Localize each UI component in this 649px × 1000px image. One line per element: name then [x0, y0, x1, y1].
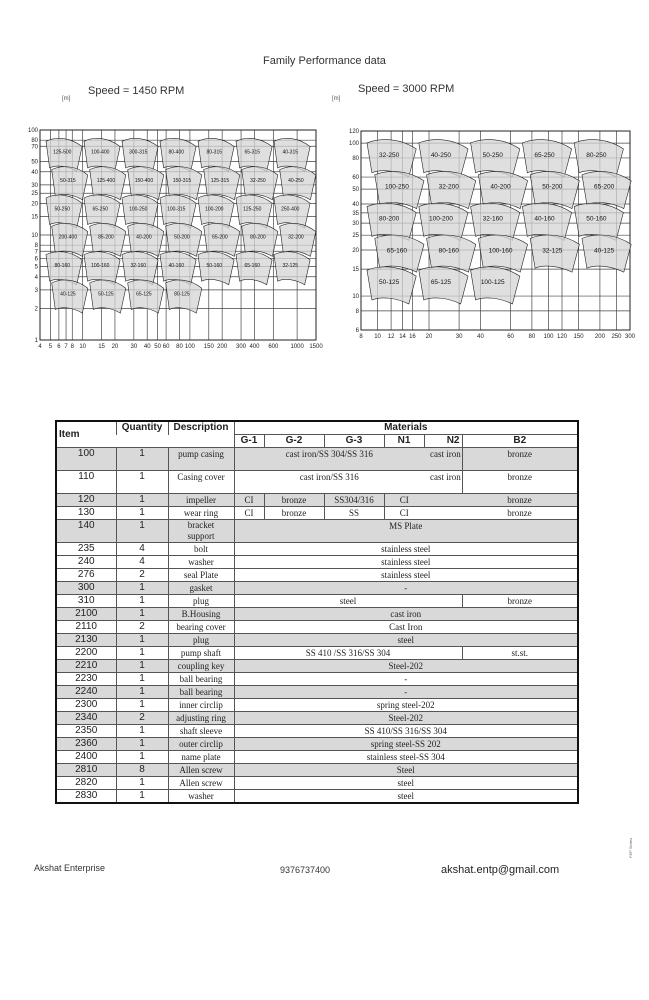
material-all: -	[234, 582, 578, 595]
curve-label: 65-125	[430, 279, 452, 287]
y-tick-label: 15	[31, 214, 38, 221]
x-tick-label: 20	[425, 334, 433, 340]
table-row	[56, 507, 578, 520]
y-tick-label: 15	[352, 267, 359, 274]
curve-label: 32-125	[282, 263, 299, 270]
description-value: pump casing	[168, 448, 234, 471]
curve-label: 32-200	[288, 234, 304, 241]
material-all: Steel	[234, 764, 578, 777]
curve-label: 85-200	[98, 234, 114, 241]
y-tick-label: 100	[348, 141, 359, 148]
description-value: impeller	[168, 494, 234, 507]
table-row	[56, 448, 578, 471]
quantity-value: 1	[116, 448, 168, 471]
material-g2: bronze	[264, 507, 324, 520]
description-value: outer circlip	[168, 738, 234, 751]
curve-label: 50-200	[542, 183, 563, 191]
curve-label: 50-160	[586, 215, 607, 223]
curve-label: 125-250	[243, 206, 262, 213]
x-tick-label: 30	[455, 334, 463, 340]
quantity-value: 8	[116, 764, 168, 777]
curve-label: 40-200	[490, 183, 511, 191]
y-tick-label: 1	[34, 338, 38, 344]
curve-label: 125-500	[53, 149, 72, 156]
description-value: B.Housing	[168, 608, 234, 621]
quantity-value: 1	[116, 595, 168, 608]
curve-label: 40-200	[136, 234, 152, 241]
y-tick-label: 35	[352, 210, 359, 217]
performance-chart-3000	[0, 0, 649, 360]
description-value: adjusting ring	[168, 712, 234, 725]
quantity-value: 1	[116, 507, 168, 520]
material-b2: bronze	[462, 471, 578, 494]
y-tick-label: 4	[34, 274, 38, 281]
material-all: steel	[234, 790, 578, 804]
header-g1: G-1	[234, 435, 264, 448]
table-row	[56, 471, 578, 494]
table-row	[56, 621, 578, 634]
material-g-group: SS 410 /SS 316/SS 304	[234, 647, 462, 660]
x-tick-label: 1000	[290, 344, 304, 350]
x-tick-label: 20	[111, 344, 119, 350]
item-number: 140	[56, 520, 116, 543]
curve-label: 100-400	[91, 149, 110, 156]
description-value: washer	[168, 556, 234, 569]
page-title: Family Performance data	[263, 55, 386, 67]
x-tick-label: 12	[387, 334, 395, 340]
curve-label: 80-400	[168, 149, 185, 156]
material-b2: bronze	[462, 448, 578, 471]
item-number: 2110	[56, 621, 116, 634]
table-row	[56, 569, 578, 582]
x-tick-label: 100	[543, 334, 554, 340]
curve-label: 32-125	[542, 247, 563, 255]
y-tick-label: 70	[31, 144, 38, 151]
item-number: 2230	[56, 673, 116, 686]
description-value: seal Plate	[168, 569, 234, 582]
curve-label: 200-400	[58, 234, 78, 241]
quantity-value: 1	[116, 777, 168, 790]
y-tick-label: 50	[352, 187, 359, 194]
y-tick-label: 30	[31, 182, 38, 189]
material-g3: SS304/316	[324, 494, 384, 507]
description-value: ball bearing	[168, 673, 234, 686]
item-number: 2340	[56, 712, 116, 725]
unit-label-right: [m]	[332, 96, 341, 102]
description-value: shaft sleeve	[168, 725, 234, 738]
item-number: 2130	[56, 634, 116, 647]
header-description: Description	[168, 421, 234, 435]
description-value: gasket	[168, 582, 234, 595]
y-tick-label: 40	[352, 201, 359, 208]
x-tick-label: 100	[184, 344, 195, 350]
curve-label: 32-160	[482, 215, 503, 223]
y-tick-label: 8	[355, 308, 359, 315]
quantity-value: 1	[116, 738, 168, 751]
item-number: 2350	[56, 725, 116, 738]
quantity-value: 1	[116, 725, 168, 738]
description-value: plug	[168, 634, 234, 647]
material-b2: bronze	[424, 507, 578, 520]
header-quantity: Quantity	[116, 421, 168, 435]
material-b2: bronze	[424, 494, 578, 507]
company-name: Akshat Enterprise	[34, 863, 106, 873]
phone-number: 9376737400	[280, 865, 331, 875]
y-tick-label: 50	[31, 159, 38, 166]
x-tick-label: 16	[409, 334, 416, 340]
curve-label: 100-315	[167, 206, 186, 213]
y-tick-label: 10	[352, 294, 359, 301]
table-row	[56, 699, 578, 712]
curve-label: 40-160	[168, 263, 185, 270]
x-tick-label: 300	[624, 334, 636, 340]
x-tick-label: 200	[217, 344, 228, 350]
x-tick-label: 5	[48, 344, 53, 350]
material-n-group: cast iron	[424, 471, 462, 494]
header-n2: N2	[424, 435, 462, 448]
x-tick-label: 30	[130, 344, 138, 350]
description-value: pump shaft	[168, 647, 234, 660]
material-all: stainless steel	[234, 556, 578, 569]
quantity-value: 1	[116, 660, 168, 673]
y-tick-label: 5	[34, 264, 38, 271]
x-tick-label: 10	[79, 344, 87, 350]
curve-label: 65-160	[244, 263, 261, 270]
y-tick-label: 100	[27, 128, 38, 134]
description-value: Casing cover	[168, 471, 234, 494]
table-row	[56, 494, 578, 507]
header-item: Item	[56, 421, 116, 448]
y-tick-label: 80	[352, 155, 359, 162]
curve-label: 80-250	[586, 151, 607, 159]
curve-label: 80-200	[379, 215, 400, 223]
table-row	[56, 686, 578, 699]
curve-label: 50-125	[98, 291, 114, 298]
y-tick-label: 10	[31, 233, 38, 239]
curve-label: 65-200	[593, 183, 615, 191]
item-number: 2360	[56, 738, 116, 751]
y-tick-label: 20	[31, 201, 38, 208]
unit-label-left: [m]	[62, 96, 71, 102]
description-value: bearing cover	[168, 621, 234, 634]
x-tick-label: 120	[556, 334, 568, 340]
curve-label: 300-315	[129, 149, 148, 156]
curve-label: 32-250	[250, 178, 266, 185]
curve-label: 100-250	[129, 206, 148, 213]
item-number: 2240	[56, 686, 116, 699]
table-row	[56, 647, 578, 660]
material-all: stainless steel	[234, 569, 578, 582]
table-row	[56, 751, 578, 764]
quantity-value: 1	[116, 686, 168, 699]
quantity-value: 2	[116, 621, 168, 634]
curve-label: 65-250	[92, 206, 109, 213]
y-tick-label: 80	[31, 138, 38, 145]
x-tick-label: 80	[528, 334, 536, 340]
curve-label: 40-160	[534, 215, 555, 223]
y-tick-label: 20	[352, 248, 359, 255]
item-number: 2830	[56, 790, 116, 804]
header-g2: G-2	[264, 435, 324, 448]
x-tick-label: 60	[162, 344, 170, 350]
quantity-value: 4	[116, 543, 168, 556]
table-row	[56, 777, 578, 790]
x-tick-label: 250	[611, 334, 622, 340]
material-b2: st.st.	[462, 647, 578, 660]
quantity-value: 2	[116, 712, 168, 725]
speed-label-left: Speed = 1450 RPM	[88, 85, 185, 97]
x-tick-label: 600	[268, 344, 279, 350]
item-number: 2300	[56, 699, 116, 712]
curve-label: 250-400	[281, 206, 300, 213]
x-tick-label: 80	[176, 344, 183, 350]
x-tick-label: 200	[594, 334, 605, 340]
x-tick-label: 15	[98, 344, 105, 350]
curve-label: 100-160	[91, 263, 110, 270]
item-number: 110	[56, 471, 116, 494]
curve-label: 80-200	[250, 234, 266, 241]
description-value: bolt	[168, 543, 234, 556]
table-row	[56, 738, 578, 751]
speed-label-right: Speed = 3000 RPM	[358, 83, 455, 95]
item-number: 2810	[56, 764, 116, 777]
quantity-value: 1	[116, 608, 168, 621]
table-row	[56, 520, 578, 543]
material-all: Cast Iron	[234, 621, 578, 634]
material-all: stainless steel-SS 304	[234, 751, 578, 764]
quantity-value: 1	[116, 790, 168, 804]
quantity-value: 1	[116, 494, 168, 507]
curve-label: 100-200	[205, 206, 224, 213]
material-all: MS Plate	[234, 520, 578, 543]
material-g2: bronze	[264, 494, 324, 507]
x-tick-label: 50	[154, 344, 161, 350]
item-number: 2400	[56, 751, 116, 764]
quantity-value: 1	[116, 471, 168, 494]
description-value: coupling key	[168, 660, 234, 673]
material-all: -	[234, 686, 578, 699]
material-n-group: cast iron	[424, 448, 462, 471]
curve-label: 40-250	[288, 178, 304, 185]
description-line: support	[187, 531, 215, 541]
curve-label: 65-250	[534, 151, 555, 159]
y-tick-label: 3	[34, 287, 38, 294]
description-value: plug	[168, 595, 234, 608]
header-materials: Materials	[234, 421, 578, 435]
material-n1: CI	[384, 494, 424, 507]
quantity-value: 1	[116, 520, 168, 543]
material-all: cast iron	[234, 608, 578, 621]
curve-label: 100-125	[480, 279, 505, 287]
x-tick-label: 150	[573, 334, 584, 340]
x-tick-label: 4	[38, 344, 42, 350]
curve-label: 100-250	[384, 183, 409, 191]
y-tick-label: 25	[31, 191, 38, 198]
curve-label: 80-160	[54, 263, 71, 270]
item-number: 2820	[56, 777, 116, 790]
item-number: 300	[56, 582, 116, 595]
material-g3: SS	[324, 507, 384, 520]
quantity-value: 1	[116, 634, 168, 647]
material-all: SS 410/SS 316/SS 304	[234, 725, 578, 738]
x-tick-label: 60	[507, 334, 514, 340]
y-tick-label: 2	[34, 306, 38, 313]
item-number: 310	[56, 595, 116, 608]
x-tick-label: 14	[399, 334, 406, 340]
table-row	[56, 660, 578, 673]
material-g-group: cast iron/SS 316	[234, 471, 424, 494]
y-tick-label: 6	[34, 256, 38, 263]
description-value: wear ring	[168, 507, 234, 520]
material-g-group: cast iron/SS 304/SS 316	[234, 448, 424, 471]
curve-label: 100-200	[429, 215, 453, 223]
table-row	[56, 634, 578, 647]
curve-label: 125-315	[210, 178, 230, 185]
curve-label: 65-160	[386, 247, 408, 255]
x-tick-label: 40	[477, 334, 484, 340]
y-tick-label: 6	[355, 328, 359, 334]
item-number: 240	[56, 556, 116, 569]
item-number: 130	[56, 507, 116, 520]
header-n1: N1	[384, 435, 424, 448]
y-tick-label: 7	[34, 249, 38, 256]
material-g1: CI	[234, 507, 264, 520]
y-tick-label: 60	[352, 175, 359, 182]
curve-label: 32-200	[438, 183, 459, 191]
header-b2: B2	[462, 435, 578, 448]
y-tick-label: 25	[352, 233, 359, 240]
x-tick-label: 1500	[309, 344, 323, 350]
x-tick-label: 150	[203, 344, 214, 350]
curve-label: 40-250	[430, 151, 452, 159]
description-line: bracket	[187, 520, 215, 530]
curve-label: 65-125	[136, 291, 152, 298]
quantity-value: 1	[116, 699, 168, 712]
curve-label: 125-400	[96, 178, 116, 185]
x-tick-label: 8	[70, 344, 74, 350]
materials-table	[55, 420, 579, 804]
curve-label: 80-125	[174, 291, 190, 298]
table-row	[56, 595, 578, 608]
material-all: steel	[234, 777, 578, 790]
description-value: Allen screw	[168, 777, 234, 790]
curve-label: 40-125	[593, 247, 615, 255]
y-tick-label: 40	[31, 169, 38, 176]
curve-label: 80-315	[206, 149, 223, 156]
quantity-value: 1	[116, 582, 168, 595]
x-tick-label: 300	[236, 344, 247, 350]
x-tick-label: 6	[57, 344, 61, 350]
material-all: Steel-202	[234, 660, 578, 673]
table-row	[56, 608, 578, 621]
x-tick-label: 8	[359, 334, 363, 340]
table-row	[56, 673, 578, 686]
curve-label: 40-315	[282, 149, 299, 156]
y-tick-label: 120	[348, 129, 359, 135]
x-tick-label: 7	[64, 344, 68, 350]
item-number: 2200	[56, 647, 116, 660]
curve-label: 40-125	[60, 291, 76, 298]
item-number: 2210	[56, 660, 116, 673]
item-number: 100	[56, 448, 116, 471]
material-g1: CI	[234, 494, 264, 507]
material-all: spring steel-202	[234, 699, 578, 712]
x-tick-label: 10	[374, 334, 381, 340]
material-g-group: steel	[234, 595, 462, 608]
curve-label: 150-400	[134, 178, 154, 185]
description-value: ball bearing	[168, 686, 234, 699]
quantity-value: 1	[116, 647, 168, 660]
curve-label: 150-315	[172, 178, 192, 185]
description-value	[168, 520, 234, 543]
y-tick-label: 8	[34, 243, 38, 250]
quantity-value: 1	[116, 751, 168, 764]
curve-label: 50-160	[206, 263, 223, 270]
curve-label: 32-250	[379, 151, 400, 159]
description-value: inner circlip	[168, 699, 234, 712]
material-all: stainless steel	[234, 543, 578, 556]
table-row	[56, 543, 578, 556]
material-b2: bronze	[462, 595, 578, 608]
table-row	[56, 582, 578, 595]
description-value: washer	[168, 790, 234, 804]
curve-label: 50-250	[482, 151, 503, 159]
curve-label: 50-125	[379, 279, 400, 287]
curve-label: 65-200	[212, 234, 228, 241]
table-row	[56, 790, 578, 804]
description-value: Allen screw	[168, 764, 234, 777]
item-number: 120	[56, 494, 116, 507]
curve-label: 32-160	[130, 263, 147, 270]
curve-label: 80-160	[438, 247, 459, 255]
header-g3: G-3	[324, 435, 384, 448]
curve-label: 50-200	[174, 234, 190, 241]
item-number: 235	[56, 543, 116, 556]
table-row	[56, 712, 578, 725]
y-tick-label: 30	[352, 221, 359, 228]
quantity-value: 4	[116, 556, 168, 569]
series-note: FEP Series	[628, 837, 633, 858]
quantity-value: 1	[116, 673, 168, 686]
quantity-value: 2	[116, 569, 168, 582]
curve-label: 50-250	[54, 206, 71, 213]
material-all: Steel-202	[234, 712, 578, 725]
curve-label: 100-160	[488, 247, 513, 255]
description-value: name plate	[168, 751, 234, 764]
curve-label: 65-315	[244, 149, 261, 156]
email-link[interactable]: akshat.entp@gmail.com	[441, 864, 560, 876]
material-all: spring steel-SS 202	[234, 738, 578, 751]
material-all: steel	[234, 634, 578, 647]
table-row	[56, 764, 578, 777]
item-number: 276	[56, 569, 116, 582]
table-row	[56, 556, 578, 569]
x-tick-label: 400	[249, 344, 260, 350]
material-all: -	[234, 673, 578, 686]
table-row	[56, 725, 578, 738]
material-n1: CI	[384, 507, 424, 520]
curve-label: 50-315	[60, 178, 76, 185]
item-number: 2100	[56, 608, 116, 621]
x-tick-label: 40	[143, 344, 151, 350]
